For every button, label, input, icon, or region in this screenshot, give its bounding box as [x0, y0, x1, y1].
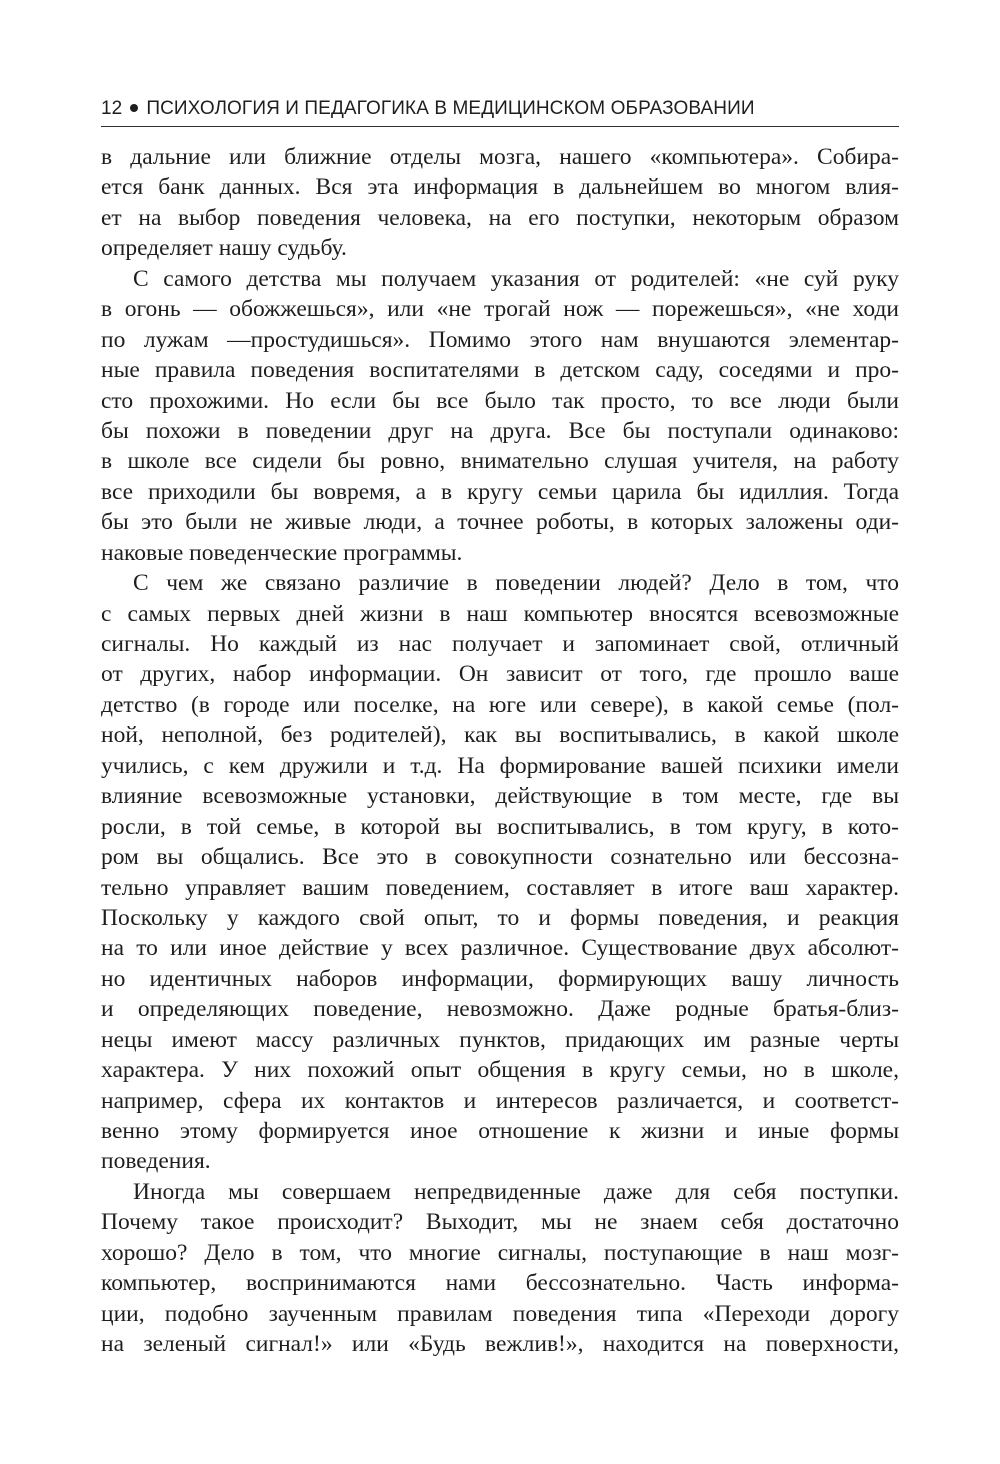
text-line: от других, набор информации. Он зависит от того, где прошло ваше	[101, 661, 899, 688]
text-line: хорошо? Дело в том, что многие сигналы, поступающие в наш мозг-	[101, 1239, 899, 1266]
text-line: росли, в той семье, в которой вы воспитывались, в том кругу, в кото-	[101, 813, 899, 840]
text-line: ром вы общались. Все это в совокупности сознательно или бессозна-	[101, 844, 899, 871]
text-line: ет на выбор поведения человека, на его поступки, некоторым образом	[101, 204, 899, 231]
text-line: например, сфера их контактов и интересов различается, и соответст-	[101, 1087, 899, 1114]
text-line: венно этому формируется иное отношение к жизни и иные формы	[101, 1118, 899, 1144]
text-line: компьютер, воспринимаются нами бессознательно. Часть информа-	[101, 1270, 899, 1297]
running-title: ПСИХОЛОГИЯ И ПЕДАГОГИКА В МЕДИЦИНСКОМ ОБРАЗОВАНИИ	[146, 98, 755, 119]
paragraph	[101, 1177, 899, 1360]
paragraph	[101, 264, 899, 568]
text-line: нецы имеют массу различных пунктов, придающих им разные черты	[101, 1026, 899, 1053]
text-line: С чем же связано различие в поведении людей? Дело в том, что	[133, 570, 899, 597]
text-line: в дальние или ближние отделы мозга, нашего «компьютера». Собира-	[101, 144, 899, 170]
text-line: и определяющих поведение, невозможно. Даже родные братья-близ-	[101, 996, 899, 1023]
text-line: наковые поведенческие программы.	[101, 539, 463, 566]
paragraph	[101, 568, 899, 1177]
page-number: 12	[101, 98, 123, 119]
text-line: поведения.	[101, 1148, 211, 1175]
text-line: бы это были не живые люди, а точнее роботы, в которых заложены оди-	[101, 509, 899, 536]
text-line: ции, подобно заученным правилам поведения типа «Переходи дорогу	[101, 1300, 899, 1327]
text-line: ной, неполной, без родителей), как вы воспитывались, в какой школе	[101, 722, 899, 749]
text-line: детство (в городе или поселке, на юге или севере), в какой семье (пол-	[101, 691, 899, 718]
bullet-separator-icon	[130, 104, 138, 112]
text-line: влияние всевозможные установки, действующие в том месте, где вы	[101, 783, 899, 810]
text-line: в огонь — обожжешься», или «не трогай нож — порежешься», «не ходи	[101, 296, 899, 323]
paragraph	[101, 142, 899, 264]
text-line: в школе все сидели бы ровно, внимательно слушая учителя, на работу	[101, 448, 899, 475]
text-line: Почему такое происходит? Выходит, мы не знаем себя достаточно	[101, 1209, 899, 1236]
text-line: сигналы. Но каждый из нас получает и запоминает свой, отличный	[101, 631, 899, 657]
text-line: но идентичных наборов информации, формирующих вашу личность	[101, 965, 899, 992]
text-line: с самых первых дней жизни в наш компьютер вносятся всевозможные	[101, 600, 899, 627]
text-line: учились, с кем дружили и т.д. На формирование вашей психики имели	[101, 752, 899, 779]
text-line: по лужам —простудишься». Помимо этого нам внушаются элементар-	[101, 326, 899, 353]
text-line: С самого детства мы получаем указания от родителей: «не суй руку	[133, 265, 899, 292]
running-head	[101, 94, 899, 124]
text-line: Иногда мы совершаем непредвиденные даже для себя поступки.	[133, 1178, 899, 1205]
body-text	[101, 142, 899, 1360]
text-line: бы похожи в поведении друг на друга. Все бы поступали одинаково:	[101, 417, 899, 444]
text-line: на то или иное действие у всех различное. Существование двух абсолют-	[101, 935, 899, 962]
text-line: характера. У них похожий опыт общения в кругу семьи, но в школе,	[101, 1057, 899, 1084]
text-line: все приходили бы вовремя, а в кругу семьи царила бы идиллия. Тогда	[101, 478, 899, 505]
text-line: ется банк данных. Вся эта информация в дальнейшем во многом влия-	[101, 174, 899, 201]
text-line: тельно управляет вашим поведением, составляет в итоге ваш характер.	[101, 874, 899, 901]
text-line: ные правила поведения воспитателями в детском саду, соседями и про-	[101, 357, 899, 384]
text-line: Поскольку у каждого свой опыт, то и формы поведения, и реакция	[101, 904, 899, 931]
text-line: на зеленый сигнал!» или «Будь вежлив!», находится на поверхности,	[101, 1331, 899, 1358]
header-rule	[101, 126, 899, 127]
text-line: определяет нашу судьбу.	[101, 235, 347, 262]
text-line: сто прохожими. Но если бы все было так просто, то все люди были	[101, 387, 899, 414]
